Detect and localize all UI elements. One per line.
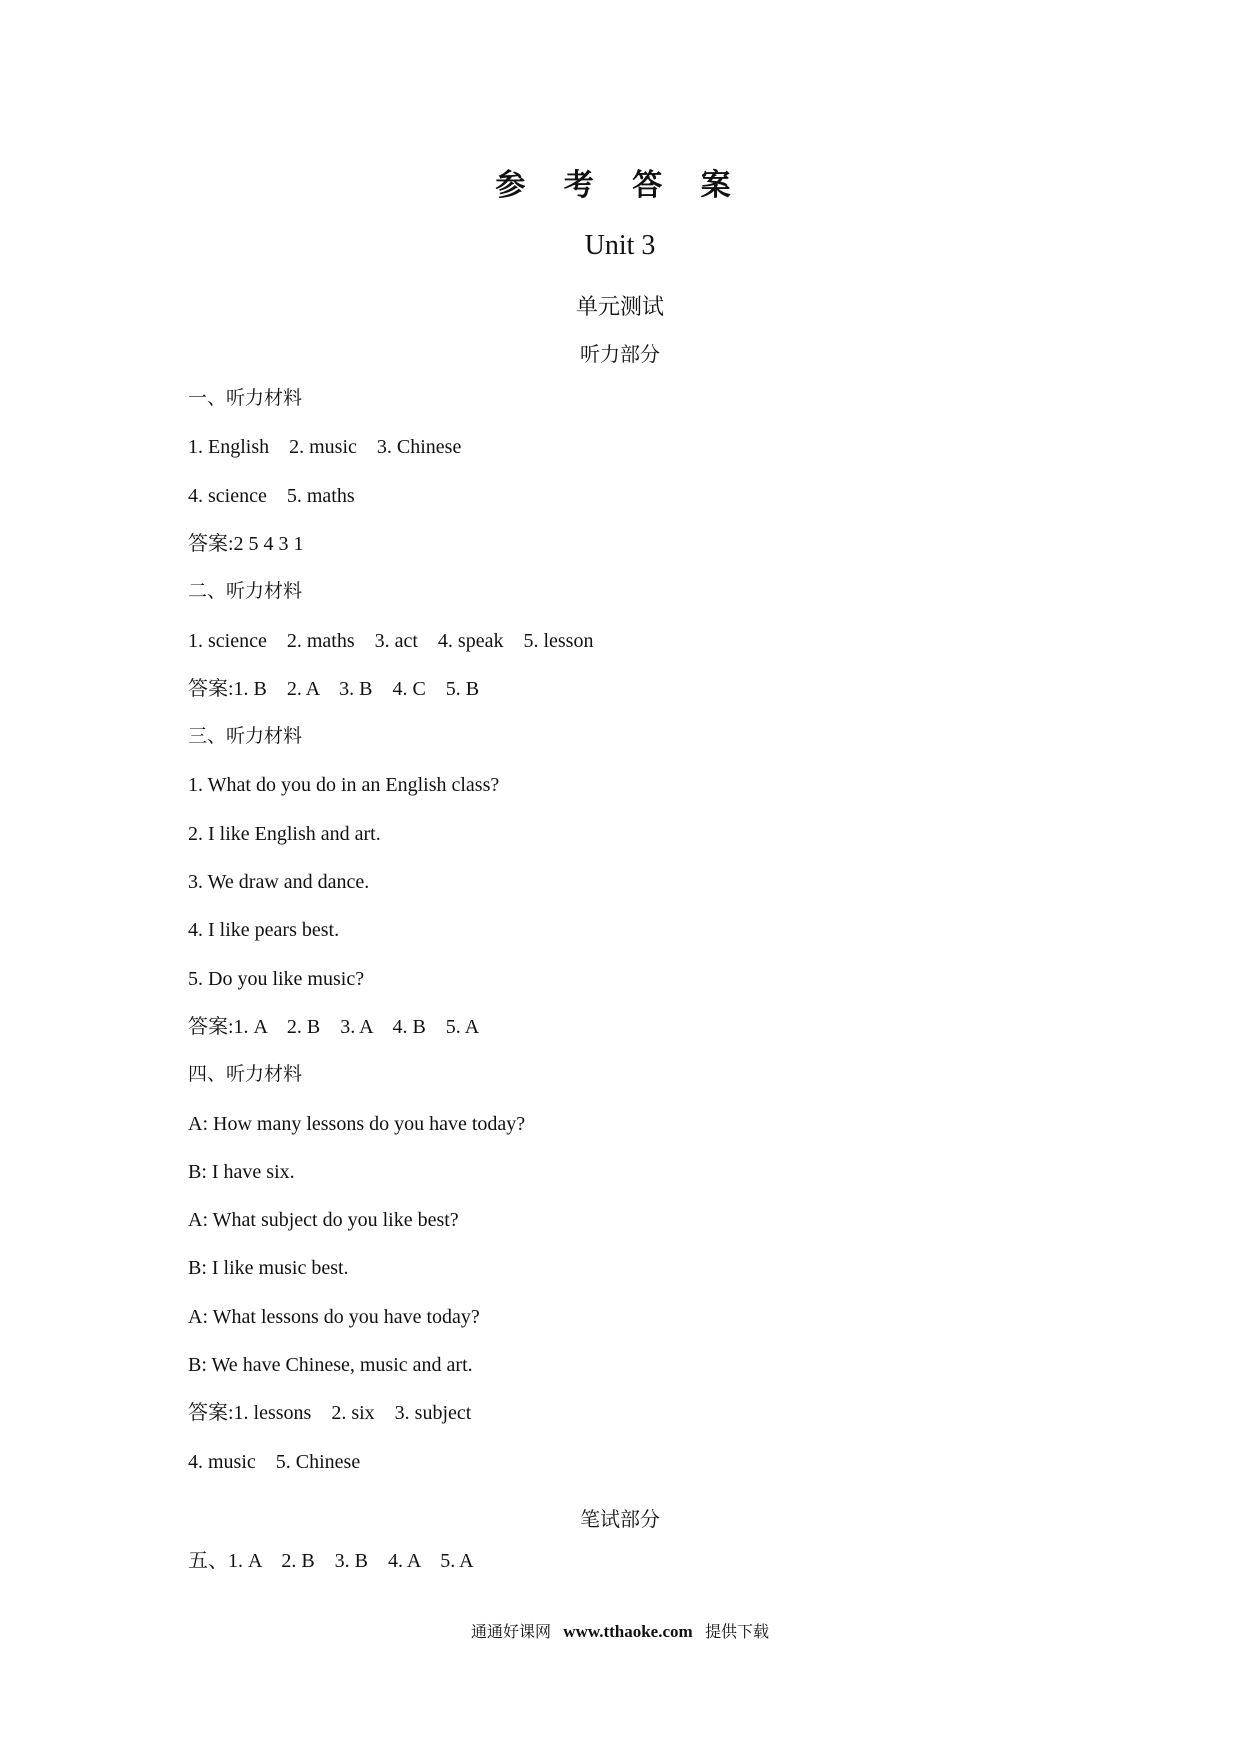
footer xyxy=(0,1619,1240,1642)
unit-heading: Unit 3 xyxy=(584,230,656,261)
section-heading: 四、听力材料 xyxy=(188,1063,303,1085)
section-heading: 二、听力材料 xyxy=(188,580,303,602)
answer-line: 1. science 2. maths 3. act 4. speak 5. lesson xyxy=(188,630,594,652)
answer-line: 1. What do you do in an English class? xyxy=(188,774,500,796)
answer-line: B: I have six. xyxy=(188,1161,295,1183)
answer-line: A: What lessons do you have today? xyxy=(188,1306,480,1328)
answer-line: B: We have Chinese, music and art. xyxy=(188,1354,473,1376)
section-heading: 三、听力材料 xyxy=(188,725,303,747)
written-section-heading: 笔试部分 xyxy=(580,1507,660,1531)
answer-line: 5. Do you like music? xyxy=(188,968,365,990)
footer-url[interactable]: www.tthaoke.com xyxy=(563,1622,693,1641)
answer-line: B: I like music best. xyxy=(188,1257,349,1279)
answer-line: A: How many lessons do you have today? xyxy=(188,1113,526,1135)
answer-line: 1. English 2. music 3. Chinese xyxy=(188,436,462,458)
answer-line: 答案:1. lessons 2. six 3. subject xyxy=(188,1402,472,1424)
answer-line: 4. science 5. maths xyxy=(188,485,355,507)
written-answer-line: 五、1. A 2. B 3. B 4. A 5. A xyxy=(188,1550,474,1572)
footer-suffix: 提供下载 xyxy=(704,1622,769,1641)
answer-line: 4. music 5. Chinese xyxy=(188,1451,361,1473)
answer-line: 答案:1. B 2. A 3. B 4. C 5. B xyxy=(188,678,480,700)
footer-site-name: 通通好课网 xyxy=(471,1622,552,1641)
page-title: 参 考 答 案 xyxy=(495,168,745,203)
listening-section-heading: 听力部分 xyxy=(580,342,660,366)
section-heading: 一、听力材料 xyxy=(188,387,303,409)
answer-line: 3. We draw and dance. xyxy=(188,871,370,893)
answer-line: 答案:2 5 4 3 1 xyxy=(188,533,304,555)
answer-line: 4. I like pears best. xyxy=(188,919,340,941)
answer-line: 2. I like English and art. xyxy=(188,823,381,845)
unit-test-heading: 单元测试 xyxy=(575,295,664,320)
answer-line: 答案:1. A 2. B 3. A 4. B 5. A xyxy=(188,1016,480,1038)
answer-line: A: What subject do you like best? xyxy=(188,1209,459,1231)
